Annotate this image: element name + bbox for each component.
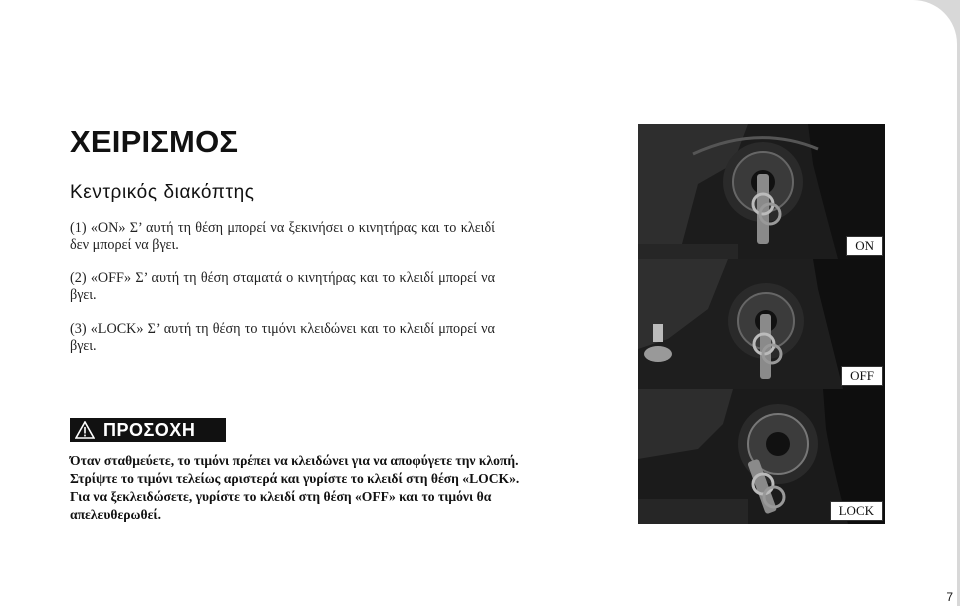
warning-label: ΠΡΟΣΟΧΗ bbox=[103, 419, 196, 440]
photo-off bbox=[638, 259, 885, 389]
warning-text bbox=[70, 452, 610, 524]
paragraph-off: (2) «OFF» Σ’ αυτή τη θέση σταματά ο κινητήρας και το κλειδί μπορεί να βγει. bbox=[70, 270, 495, 303]
photo-label-off: OFF bbox=[841, 366, 883, 386]
photo-lock bbox=[638, 389, 885, 524]
warning-triangle-icon bbox=[75, 421, 95, 439]
warning-line: Για να ξεκλειδώσετε, γυρίστε το κλειδί στη θέση «OFF» και το τιμόνι θα απελευθερωθεί. bbox=[70, 489, 492, 522]
page-number: 7 bbox=[946, 590, 953, 604]
photo-label-on: ON bbox=[846, 236, 883, 256]
photo-label-lock: LOCK bbox=[830, 501, 883, 521]
photo-on bbox=[638, 124, 885, 259]
warning-line: Στρίψτε το τιμόνι τελείως αριστερά και γυρίστε το κλειδί στη θέση «LOCK». bbox=[70, 471, 520, 486]
warning-badge bbox=[70, 418, 226, 442]
paragraph-on: (1) «ON» Σ’ αυτή τη θέση μπορεί να ξεκινήσει ο κινητήρας και το κλειδί δεν μπορεί να βγει. bbox=[70, 220, 495, 253]
section-subtitle: Κεντρικός διακόπτης bbox=[70, 182, 255, 203]
paragraph-lock: (3) «LOCK» Σ’ αυτή τη θέση το τιμόνι κλειδώνει και το κλειδί μπορεί να βγει. bbox=[70, 321, 495, 354]
page-title: ΧΕΙΡΙΣΜΟΣ bbox=[70, 124, 239, 159]
warning-line: Όταν σταθμεύετε, το τιμόνι πρέπει να κλειδώνει για να αποφύγετε την κλοπή. bbox=[70, 453, 519, 468]
